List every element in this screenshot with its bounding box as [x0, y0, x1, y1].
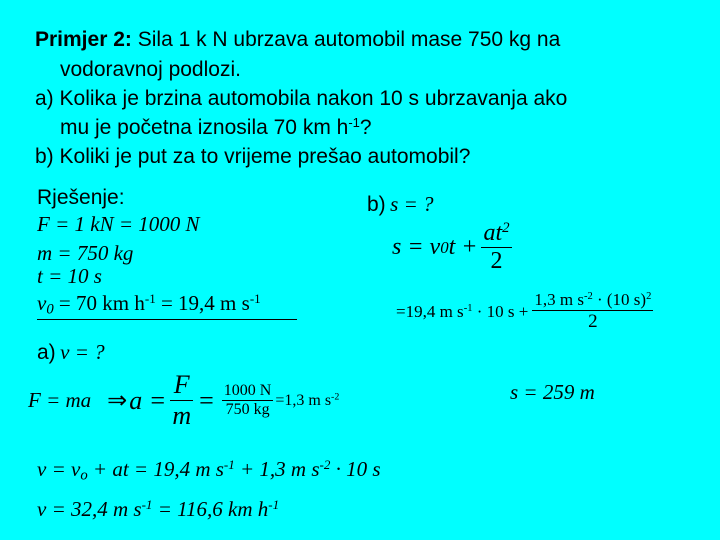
distance-formula: s = v 0 t + $\frac{at^2}{2}$ [392, 219, 510, 274]
question-a-text: mu je početna iznosila 70 km h [60, 116, 349, 139]
v0-mid: = 19,4 m s [155, 291, 250, 315]
part-a-question [37, 340, 105, 365]
equals: = [199, 385, 214, 415]
v0-sup2: -1 [249, 290, 261, 306]
implies-arrow: ⇒ [107, 388, 128, 414]
frac-F: F [173, 370, 190, 399]
v-line-sub: o [80, 467, 88, 484]
sub-num [532, 290, 653, 310]
formula-fraction [481, 220, 511, 275]
given-mass: m = 750 kg [37, 241, 134, 265]
part-b-question [367, 192, 433, 217]
v-line-sup1: -1 [223, 456, 235, 472]
accel-eq: a = [129, 385, 167, 415]
sub-num-sup2: 2 [646, 291, 652, 303]
question-a-end: ? [359, 116, 372, 139]
final-mid: = 116,6 km h [152, 497, 269, 521]
frac-m: m [172, 401, 192, 430]
v-line-mid: + at = 19,4 m s [87, 457, 224, 481]
question-b-line: b) Koliki je put za to vrijeme prešao automobil? [35, 145, 471, 168]
velocity-equation [37, 457, 381, 482]
final-pre: v = 32,4 m s [37, 497, 142, 521]
sub-num-sup: -2 [583, 291, 593, 303]
v0-eq: = 70 km h [53, 291, 145, 315]
final-sup2: -1 [268, 496, 280, 512]
v0-sup1: -1 [144, 290, 156, 306]
distance-result: s = 259 m [510, 380, 595, 404]
problem-line-1 [35, 28, 560, 52]
problem-line-2: vodoravnoj podlozi. [60, 58, 241, 81]
v-line-pre: v = v [37, 457, 81, 481]
sub-sup1: -1 [463, 302, 473, 314]
velocity-result [37, 497, 279, 522]
given-v0 [37, 291, 297, 320]
given-force: F = 1 kN = 1000 N [37, 212, 200, 236]
sub-num-pre: 1,3 m s [534, 290, 584, 309]
v-line-mid2: + 1,3 m s [234, 457, 320, 481]
question-a-line-1: a) Kolika je brzina automobila nakon 10 s ubrzavanja ako [35, 87, 568, 110]
numerator: 1000 N [223, 382, 272, 399]
part-b-label: b) [367, 193, 386, 216]
problem-heading: Primjer 2: [35, 28, 132, 51]
part-b-unknown: s = ? [390, 192, 434, 216]
v-line-sup2: -2 [319, 456, 331, 472]
sub-pre: =19,4 m s [396, 301, 464, 321]
sub-fraction [532, 290, 653, 333]
formula-lhs: s = v [392, 234, 441, 260]
newton-lhs: F = ma [28, 388, 92, 412]
formula-den: 2 [490, 248, 503, 274]
part-a-unknown: v = ? [60, 340, 105, 364]
v-line-end: · 10 s [330, 457, 381, 481]
distance-substitution [396, 290, 653, 333]
formula-num-sup: 2 [502, 219, 510, 236]
problem-text-1: Sila 1 k N ubrzava automobil mase 750 kg na [131, 28, 561, 51]
solution-heading: Rješenje: [37, 186, 125, 209]
formula-num [481, 220, 511, 247]
denominator: 750 kg [225, 401, 270, 418]
question-a-sup: -1 [348, 114, 360, 130]
sub-mid: · 10 s + [472, 301, 529, 321]
accel-result [275, 392, 339, 410]
final-sup1: -1 [141, 496, 153, 512]
part-a-label: a) [37, 341, 56, 364]
sub-num-mid: · (10 s) [592, 290, 647, 309]
question-a-line-2 [60, 116, 372, 140]
v0-label: v [37, 291, 47, 315]
newton-equation [28, 370, 339, 431]
accel-result-sup: -2 [331, 391, 340, 403]
v0-sub: 0 [46, 301, 54, 318]
formula-t: t + [448, 234, 478, 260]
numeric-fraction [222, 382, 274, 419]
formula-num-text: at [483, 220, 503, 246]
sub-den: 2 [588, 311, 598, 332]
accel-result-text: =1,3 m s [275, 391, 332, 409]
f-over-m [170, 370, 193, 431]
sub-left [396, 302, 528, 322]
given-time: t = 10 s [37, 264, 102, 288]
